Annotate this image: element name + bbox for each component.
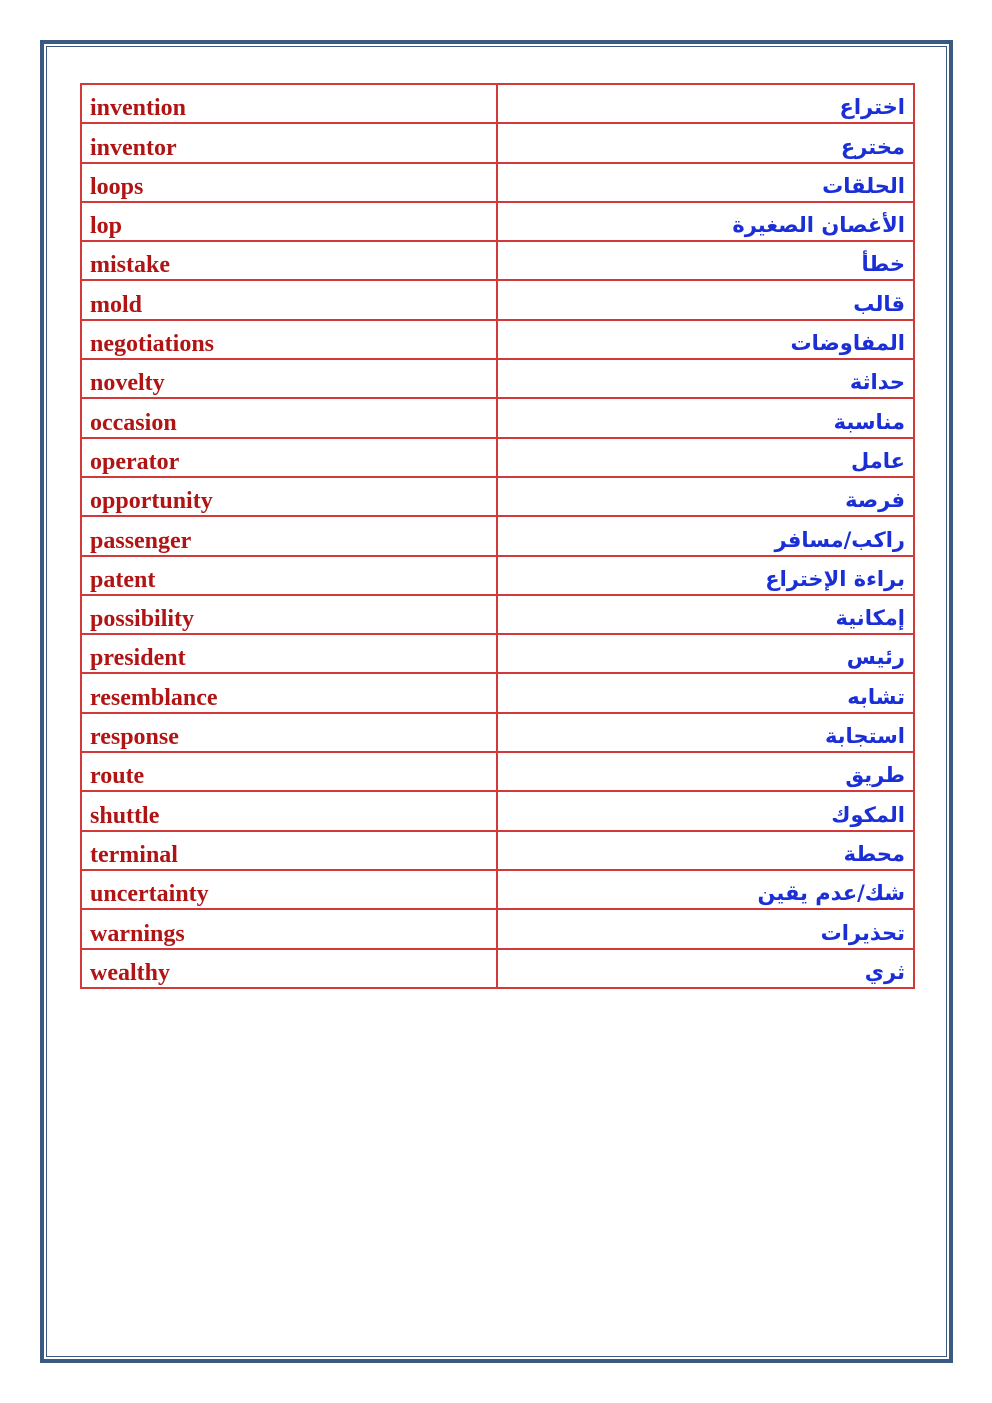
english-word: president (81, 634, 497, 673)
english-word: possibility (81, 595, 497, 634)
english-word: response (81, 713, 497, 752)
arabic-translation: المكوك (497, 791, 914, 830)
vocabulary-row (81, 163, 914, 202)
arabic-translation: فرصة (497, 477, 914, 516)
english-word: loops (81, 163, 497, 202)
vocabulary-row (81, 909, 914, 948)
vocabulary-row (81, 280, 914, 319)
vocabulary-row (81, 949, 914, 988)
english-word: mistake (81, 241, 497, 280)
arabic-translation: براءة الإختراع (497, 556, 914, 595)
arabic-translation: مناسبة (497, 398, 914, 437)
vocabulary-row (81, 516, 914, 555)
vocabulary-row (81, 791, 914, 830)
arabic-translation: مخترع (497, 123, 914, 162)
vocabulary-row (81, 398, 914, 437)
arabic-translation: رئيس (497, 634, 914, 673)
english-word: inventor (81, 123, 497, 162)
arabic-translation: المفاوضات (497, 320, 914, 359)
vocabulary-row (81, 831, 914, 870)
vocabulary-row (81, 359, 914, 398)
english-word: invention (81, 84, 497, 123)
vocabulary-row (81, 595, 914, 634)
vocabulary-row (81, 556, 914, 595)
vocabulary-table-body (81, 84, 914, 988)
english-word: opportunity (81, 477, 497, 516)
vocabulary-row (81, 241, 914, 280)
arabic-translation: إمكانية (497, 595, 914, 634)
arabic-translation: محطة (497, 831, 914, 870)
english-word: terminal (81, 831, 497, 870)
vocabulary-row (81, 477, 914, 516)
arabic-translation: راكب/مسافر (497, 516, 914, 555)
vocabulary-row (81, 870, 914, 909)
vocabulary-row (81, 438, 914, 477)
arabic-translation: خطأ (497, 241, 914, 280)
vocabulary-row (81, 202, 914, 241)
english-word: route (81, 752, 497, 791)
english-word: patent (81, 556, 497, 595)
english-word: negotiations (81, 320, 497, 359)
arabic-translation: تحذيرات (497, 909, 914, 948)
english-word: wealthy (81, 949, 497, 988)
vocabulary-table (80, 83, 915, 989)
english-word: resemblance (81, 673, 497, 712)
arabic-translation: استجابة (497, 713, 914, 752)
english-word: mold (81, 280, 497, 319)
vocabulary-row (81, 123, 914, 162)
arabic-translation: قالب (497, 280, 914, 319)
arabic-translation: اختراع (497, 84, 914, 123)
english-word: lop (81, 202, 497, 241)
arabic-translation: ثري (497, 949, 914, 988)
arabic-translation: شك/عدم يقين (497, 870, 914, 909)
english-word: warnings (81, 909, 497, 948)
english-word: shuttle (81, 791, 497, 830)
vocabulary-row (81, 673, 914, 712)
vocabulary-row (81, 713, 914, 752)
vocabulary-row (81, 320, 914, 359)
english-word: operator (81, 438, 497, 477)
vocabulary-row (81, 634, 914, 673)
arabic-translation: الأغصان الصغيرة (497, 202, 914, 241)
arabic-translation: تشابه (497, 673, 914, 712)
english-word: novelty (81, 359, 497, 398)
arabic-translation: طريق (497, 752, 914, 791)
arabic-translation: عامل (497, 438, 914, 477)
english-word: occasion (81, 398, 497, 437)
english-word: uncertainty (81, 870, 497, 909)
vocabulary-row (81, 84, 914, 123)
arabic-translation: الحلقات (497, 163, 914, 202)
english-word: passenger (81, 516, 497, 555)
arabic-translation: حداثة (497, 359, 914, 398)
vocabulary-row (81, 752, 914, 791)
